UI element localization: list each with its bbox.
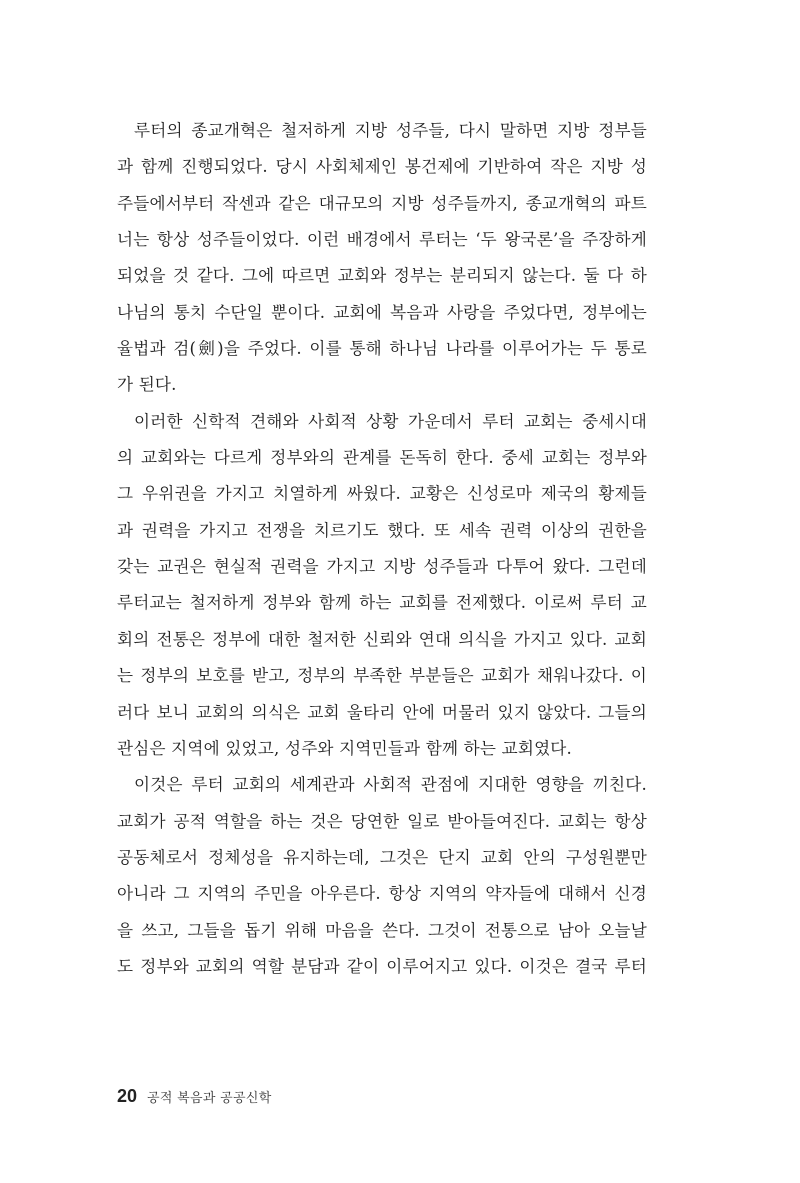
text-line: 이러한 신학적 견해와 사회적 상황 가운데서 루터 교회는 중세시대 <box>134 411 647 431</box>
text-line: 율법과 검(劍)을 주었다. 이를 통해 하나님 나라를 이루어가는 두 통로 <box>117 339 647 359</box>
text-line: 그 우위권을 가지고 치열하게 싸웠다. 교황은 신성로마 제국의 황제들 <box>117 484 647 504</box>
page-footer <box>117 1086 272 1107</box>
text-line: 아니라 그 지역의 주민을 아우른다. 항상 지역의 약자들에 대해서 신경 <box>117 884 647 904</box>
text-line: 교회가 공적 역할을 하는 것은 당연한 일로 받아들여진다. 교회는 항상 <box>117 811 647 831</box>
text-line: 을 쓰고, 그들을 돕기 위해 마음을 쓴다. 그것이 전통으로 남아 오늘날 <box>117 920 647 940</box>
text-line: 이것은 루터 교회의 세계관과 사회적 관점에 지대한 영향을 끼친다. <box>134 775 647 795</box>
paragraph-2 <box>117 404 647 767</box>
text-line: 관심은 지역에 있었고, 성주와 지역민들과 함께 하는 교회였다. <box>117 738 573 758</box>
text-line: 루터교는 철저하게 정부와 함께 하는 교회를 전제했다. 이로써 루터 교 <box>117 593 647 613</box>
body-text <box>117 113 647 985</box>
text-line: 루터의 종교개혁은 철저하게 지방 성주들, 다시 말하면 지방 정부들 <box>134 121 647 140</box>
running-title: 공적 복음과 공공신학 <box>147 1091 272 1106</box>
paragraph-3 <box>117 767 647 985</box>
text-line: 주들에서부터 작센과 같은 대규모의 지방 성주들까지, 종교개혁의 파트 <box>117 193 647 213</box>
text-line: 과 함께 진행되었다. 당시 사회체제인 봉건제에 기반하여 작은 지방 성 <box>117 157 647 177</box>
text-line: 나님의 통치 수단일 뿐이다. 교회에 복음과 사랑을 주었다면, 정부에는 <box>117 302 647 322</box>
text-line: 너는 항상 성주들이었다. 이런 배경에서 루터는 ‘두 왕국론’을 주장하게 <box>117 230 647 250</box>
text-line: 회의 전통은 정부에 대한 철저한 신뢰와 연대 의식을 가지고 있다. 교회 <box>117 629 647 649</box>
text-line: 는 정부의 보호를 받고, 정부의 부족한 부분들은 교회가 채워나갔다. 이 <box>117 666 647 686</box>
text-line: 갖는 교권은 현실적 권력을 가지고 지방 성주들과 다투어 왔다. 그런데 <box>117 557 647 577</box>
paragraph-1 <box>117 113 647 404</box>
text-line: 도 정부와 교회의 역할 분담과 같이 이루어지고 있다. 이것은 결국 루터 <box>117 956 647 976</box>
page-number: 20 <box>117 1086 138 1106</box>
text-line: 의 교회와는 다르게 정부와의 관계를 돈독히 한다. 중세 교회는 정부와 <box>117 448 647 468</box>
text-line: 되었을 것 같다. 그에 따르면 교회와 정부는 분리되지 않는다. 둘 다 하 <box>117 266 647 286</box>
text-line: 가 된다. <box>117 375 177 395</box>
text-line: 공동체로서 정체성을 유지하는데, 그것은 단지 교회 안의 구성원뿐만 <box>117 847 647 867</box>
text-line: 러다 보니 교회의 의식은 교회 울타리 안에 머물러 있지 않았다. 그들의 <box>117 702 647 722</box>
text-line: 과 권력을 가지고 전쟁을 치르기도 했다. 또 세속 권력 이상의 권한을 <box>117 520 647 540</box>
